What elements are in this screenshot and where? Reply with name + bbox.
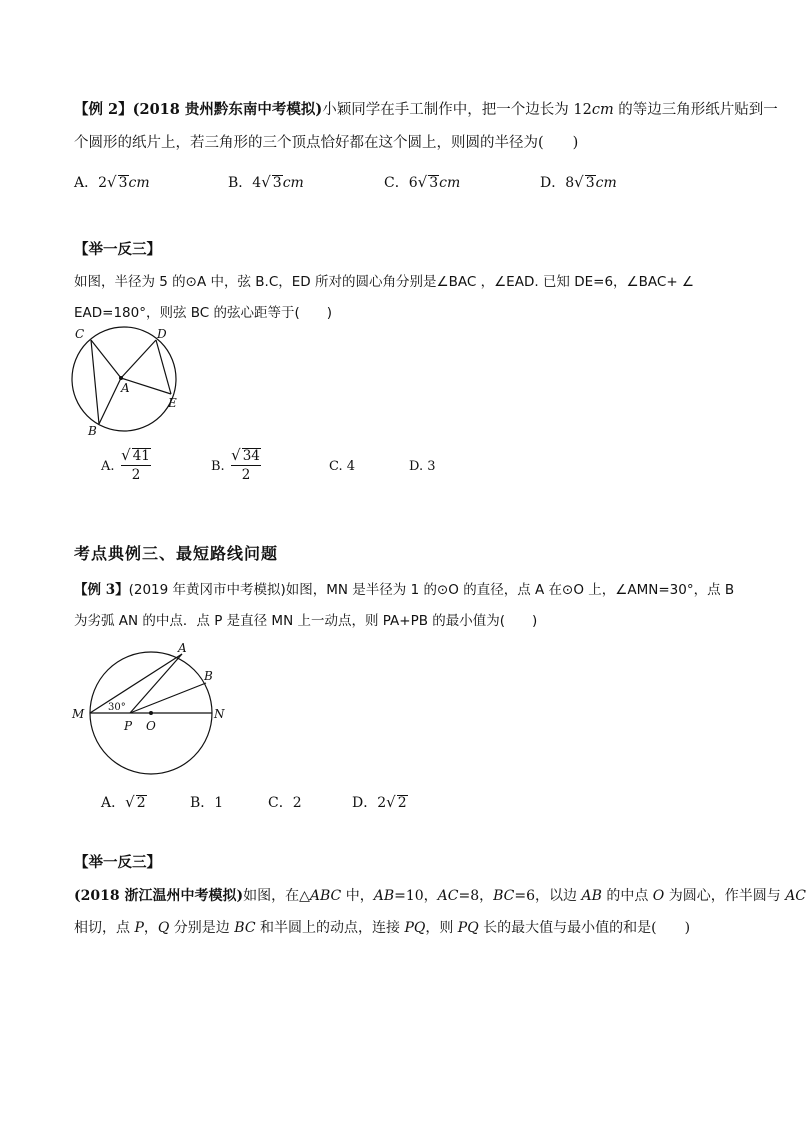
label-e: E xyxy=(168,396,177,410)
unit-cm: cm xyxy=(591,102,614,118)
fraction-radicand: 34 xyxy=(242,448,260,464)
center-point xyxy=(119,376,123,380)
example-3-option-a: A．√ 2 xyxy=(101,793,146,811)
practice-heading-2: 【举一反三】 xyxy=(74,854,161,871)
angle-label: 30° xyxy=(108,702,126,713)
example-tag-open: 【 xyxy=(74,101,89,118)
option-radicand: 3 xyxy=(429,175,439,191)
math-var: PQ xyxy=(404,920,426,936)
segment-pb xyxy=(130,683,206,713)
section-heading: 考点典例三、最短路线问题 xyxy=(74,544,279,563)
example-3-option-b xyxy=(190,792,223,812)
segment-ma xyxy=(90,654,182,713)
example-2-text-c: 个圆形的纸片上，若三角形的三个顶点恰好都在这个圆上，则圆的半径为( ) xyxy=(74,135,579,151)
option-coef: 8 xyxy=(565,175,575,191)
option-coef: 2 xyxy=(377,795,387,811)
option-b: B．4√ 3cm xyxy=(228,173,304,191)
fraction-denominator: 2 xyxy=(241,467,251,483)
example-2-text-a: 小颖同学在手工制作中，把一个边长为 12 xyxy=(322,102,592,118)
option-radicand: 3 xyxy=(585,175,595,191)
option-a: A．2√ 3cm xyxy=(74,173,150,191)
option-letter: B． xyxy=(228,175,253,191)
option-coef: 4 xyxy=(252,175,262,191)
circle-figure-2 xyxy=(66,640,236,780)
label-b: B xyxy=(88,424,97,438)
option-radicand: 2 xyxy=(136,795,146,811)
math-var: AB xyxy=(373,888,395,904)
practice-option-a-fraction: √ 41 2 xyxy=(121,446,150,483)
example-2-line-2 xyxy=(74,133,578,153)
option-value: 3 xyxy=(427,459,436,474)
fraction-radicand: 41 xyxy=(132,448,150,464)
text-seg: =8， xyxy=(458,888,494,904)
option-letter: C． xyxy=(268,795,293,811)
segment-pa xyxy=(130,654,182,713)
label-m: M xyxy=(72,707,85,721)
text-seg: 分别是边 xyxy=(169,920,235,936)
math-var: ABC xyxy=(309,888,342,904)
example-tag-label: 例 2 xyxy=(88,101,119,118)
example-3-option-d: D．2√ 2 xyxy=(352,793,407,811)
option-letter: A． xyxy=(101,795,126,811)
math-var: BC xyxy=(234,920,256,936)
center-point xyxy=(149,711,153,715)
segment-ba xyxy=(99,378,121,424)
option-value: 1 xyxy=(214,795,224,811)
label-a: A xyxy=(121,381,130,395)
text-seg: 中， xyxy=(341,888,374,904)
example-2-text-b: 的等边三角形纸片贴到一 xyxy=(613,102,778,118)
segment-cb xyxy=(91,340,99,424)
math-var: Q xyxy=(157,920,170,936)
text-seg: =10， xyxy=(394,888,438,904)
label-d: D xyxy=(157,327,167,341)
text-seg: 相切，点 xyxy=(74,920,135,936)
circle-figure-1 xyxy=(64,326,194,441)
text-seg: ，则 xyxy=(425,920,458,936)
label-o: O xyxy=(146,719,156,733)
option-letter: C. xyxy=(329,459,343,474)
example-3-text-a: (2019 年黄冈市中考模拟)如图，MN 是半径为 1 的⊙O 的直径，点 A 在⊙O 上，∠AMN=30°，点 B xyxy=(128,582,735,598)
option-letter: C． xyxy=(384,175,409,191)
segment-de xyxy=(156,340,171,394)
practice-2-line-2 xyxy=(74,918,690,938)
option-radicand: 3 xyxy=(272,175,282,191)
option-value: 2 xyxy=(292,795,302,811)
option-d: D．8√ 3cm xyxy=(540,173,617,191)
practice-heading: 【举一反三】 xyxy=(74,241,161,258)
option-c: C．6√ 3cm xyxy=(384,173,461,191)
label-c: C xyxy=(75,327,85,341)
text-seg: 的中点 xyxy=(601,888,653,904)
label-a: A xyxy=(178,641,187,655)
math-var: PQ xyxy=(457,920,479,936)
example-tag-close: 】 xyxy=(118,101,133,118)
text-seg: 和半圆上的动点，连接 xyxy=(255,920,405,936)
example-3-line-1 xyxy=(74,580,734,600)
option-value: 4 xyxy=(346,459,356,474)
practice-option-b-letter: B. xyxy=(211,459,225,474)
option-radicand: 2 xyxy=(397,795,407,811)
example-3-option-c xyxy=(268,792,302,812)
option-unit: cm xyxy=(282,175,304,191)
option-unit: cm xyxy=(595,175,617,191)
math-var: AC xyxy=(785,888,806,904)
text-seg: =6，以边 xyxy=(514,888,582,904)
math-var: P xyxy=(134,920,144,936)
option-coef: 6 xyxy=(408,175,418,191)
label-b: B xyxy=(204,669,213,683)
practice-source: (2018 浙江温州中考模拟) xyxy=(74,888,244,904)
option-letter: B． xyxy=(190,795,215,811)
practice-1-line-2: EAD=180°，则弦 BC 的弦心距等于( ) xyxy=(74,305,333,321)
option-letter: D. xyxy=(409,459,424,474)
example-2-line-1 xyxy=(74,100,778,120)
practice-2-line-1 xyxy=(74,886,806,906)
option-letter: D． xyxy=(352,795,378,811)
text-seg: 长的最大值与最小值的和是( ) xyxy=(478,920,691,936)
option-unit: cm xyxy=(128,175,150,191)
practice-option-b-fraction: √ 34 2 xyxy=(231,446,260,483)
example-3-tag: 【例 3】 xyxy=(74,582,129,598)
practice-option-d xyxy=(409,459,436,474)
label-n: N xyxy=(214,707,225,721)
text-seg: 为圆心，作半圆与 xyxy=(664,888,786,904)
fraction-denominator: 2 xyxy=(131,467,141,483)
example-3-line-2: 为劣弧 AN 的中点．点 P 是直径 MN 上一动点，则 PA+PB 的最小值为( ) xyxy=(74,613,538,629)
math-var: AB xyxy=(581,888,602,904)
math-var: O xyxy=(652,888,665,904)
practice-option-c xyxy=(329,459,355,474)
option-radicand: 3 xyxy=(118,175,128,191)
option-unit: cm xyxy=(439,175,461,191)
practice-1-line-1: 如图，半径为 5 的⊙A 中，弦 B.C，ED 所对的圆心角分别是∠BAC ，∠EAD. 已知 DE=6，∠BAC+ ∠ xyxy=(74,274,695,290)
segment-da xyxy=(121,340,156,378)
text-seg: 如图，在△ xyxy=(243,888,310,904)
math-var: AC xyxy=(437,888,459,904)
text-seg: ， xyxy=(143,920,158,936)
example-source: (2018 贵州黔东南中考模拟) xyxy=(132,101,323,118)
math-var: BC xyxy=(493,888,515,904)
option-coef: 2 xyxy=(98,175,108,191)
option-letter: D． xyxy=(540,175,566,191)
practice-option-a-letter: A. xyxy=(101,459,115,474)
option-letter: A． xyxy=(74,175,99,191)
segment-ca xyxy=(91,340,121,378)
label-p: P xyxy=(124,719,133,733)
